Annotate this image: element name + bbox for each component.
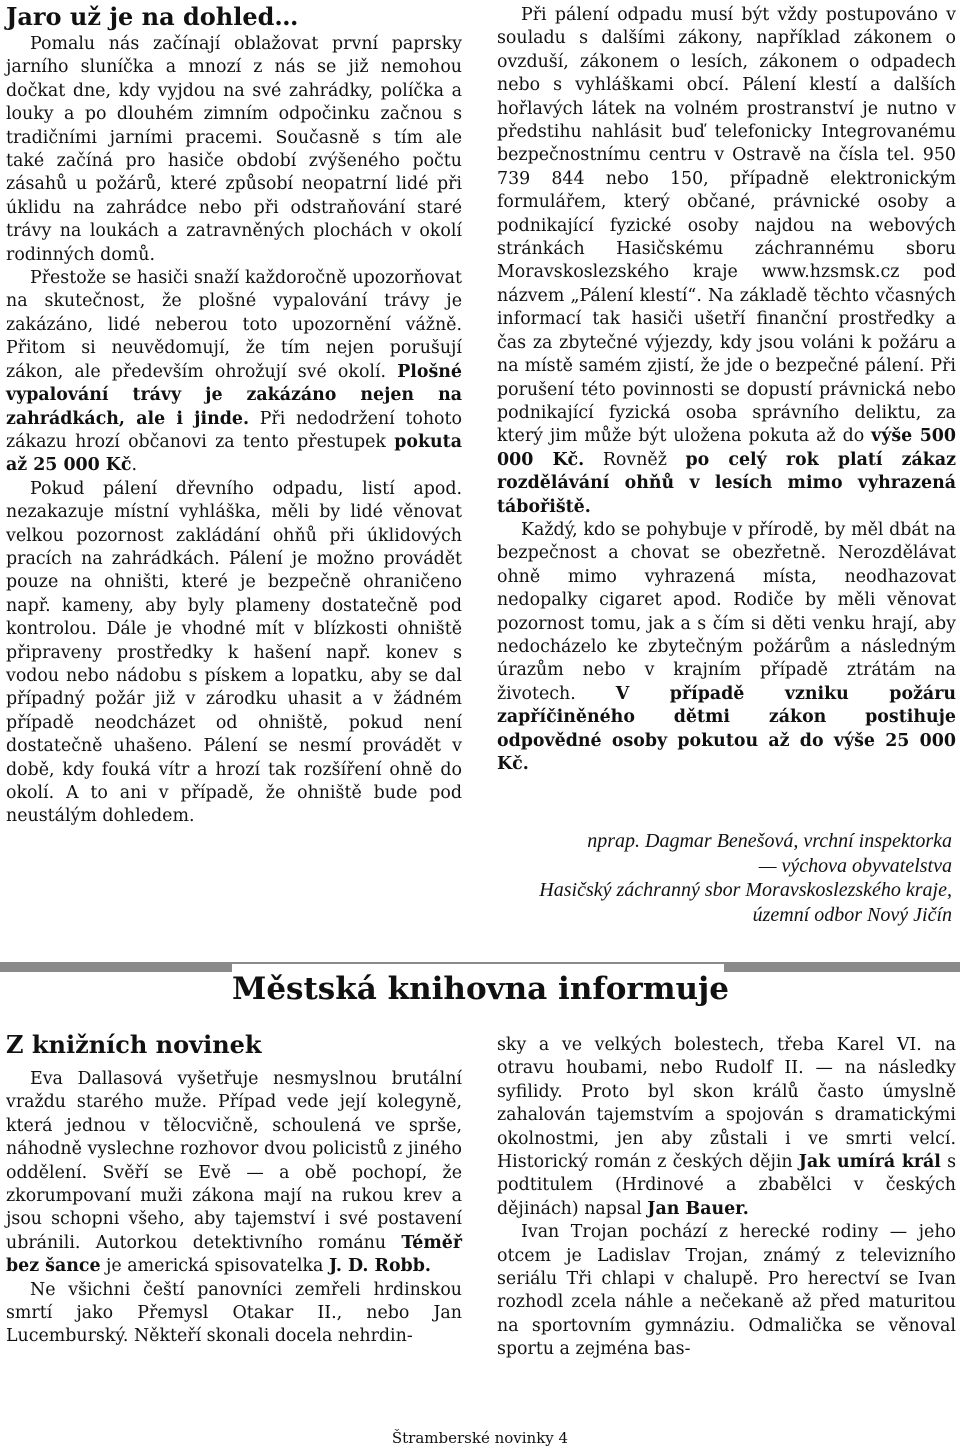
library-column-right — [497, 1034, 956, 1362]
paragraph-text: Eva Dallasová vyšetřuje nesmyslnou brutální vraždu starého muže. Případ vede její kolegyně, která jednou v tělocvičně, schoulená ve sprše, náhodně vyslechne rozhovor dvou policistů z jiného oddělení. Svěří se Evě — a obě pochopí, že zkorumpovaní muži zákona mají na rukou krev a jsou schopni všeho, aby tajemství i své postavení ubránili. Autorkou detektivního románu — [6, 1069, 462, 1253]
library-section-title: Městská knihovna informuje — [232, 964, 724, 1014]
paragraph-text: Ivan Trojan pochází z herecké rodiny — jeho otcem je Ladislav Trojan, známý z televizního seriálu Tři chlapi v chalupě. Pro herectví se Ivan rozhodl zcela náhle a nečekaně až před maturitou na sportovním gymnáziu. Odmalička se věnoval sportu a zejména bas- — [497, 1222, 956, 1360]
paragraph-text: Pomalu nás začínají oblažovat první paprsky jarního sluníčka a mnozí z nás se již nemohou dočkat dne, kdy vyjdou na své zahrádky, políčka a louky a po dlouhém zimním odpočinku začnou s tradičními jarními pracemi. Současně s tím ale také začíná pro hasiče období zvýšeného počtu zásahů u požárů, které způsobí neopatrní lidé při úklidu na zahrádce nebo při odstraňování staré trávy na loukách a zatravněných plochách v okolí rodinných domů. — [6, 34, 462, 265]
book-author: Jan Bauer. — [647, 1198, 749, 1219]
paragraph-text: sky a ve velkých bolestech, třeba Karel VI. na otravu houbami, nebo Rudolf II. — na následky syfilidy. Proto byl skon králů často úmyslně zahalován tajemstvím a spojován s dramatickými okolnostmi, jen aby zůstali i ve smrti velcí. Historický román z českých dějin — [497, 1035, 956, 1173]
signature-line: územní odbor Nový Jičín — [752, 903, 952, 926]
signature-line: — výchova obyvatelstva — [758, 854, 952, 877]
library-paragraph — [6, 1279, 462, 1349]
paragraph-text: Přestože se hasiči snaží každoročně upozorňovat na skutečnost, že plošné vypalování trávy je zakázáno, lidé neberou toto upozornění vážně. Přitom si neuvědomují, že tím nejen porušují zákon, ale především ohrožují své okolí. — [6, 268, 462, 382]
article-title: Jaro už je na dohled… — [6, 2, 299, 31]
library-column-left — [6, 1068, 462, 1349]
emphasis-text: V případě vzniku požáru zapříčiněného dětmi zákon postihuje odpovědné osoby pokutou až do výše 25 000 Kč. — [497, 683, 957, 774]
article-paragraph — [6, 267, 462, 478]
page-footer: Štramberské novinky 4 — [391, 1429, 569, 1447]
paragraph-text: Každý, kdo se pohybuje v přírodě, by měl dbát na bezpečnost a chovat se obezřetně. Nerozdělávat ohně mimo vyhrazená místa, neodhazovat nedopalky cigaret apod. Rodiče by měli věnovat pozornost tomu, jak a s čím si děti venku hrají, aby nedocházelo ke zbytečným požárům a následným úrazům nebo v krajním případě ztrátám na životech. — [497, 519, 956, 704]
library-paragraph — [497, 1034, 956, 1221]
book-author: J. D. Robb. — [328, 1256, 431, 1277]
paragraph-text: Rovněž — [584, 449, 686, 470]
article-paragraph — [6, 33, 462, 267]
paragraph-text: Pokud pálení dřevního odpadu, listí apod. nezakazuje místní vyhláška, měli by lidé věnovat velkou pozornost zakládání ohňů při úklidových pracích na zahrádkách. Pálení je možno provádět pouze na ohništi, které je bezpečně ohraničeno např. kameny, aby byly plameny dostatečně pod kontrolou. Dále je vhodné mít v blízkosti ohniště připraveny prostředky k hašení např. konev s vodou nebo nádobu s pískem a lopatku, aby se dal případný požár již v zárodku uhasit a v žádném případě neodcházet od ohniště, pokud není dostatečně uhašeno. Pálení se nesmí provádět v době, kdy fouká vítr a hrozí tak rozšíření ohně do okolí. A to ani v případě, že ohniště bude pod neustálým dohledem. — [6, 478, 462, 827]
article-column-right — [497, 4, 956, 776]
book-title: Jak umírá král — [798, 1152, 941, 1173]
paragraph-text: Při nedodržení tohoto zákazu hrozí občanovi za tento přestupek — [6, 408, 462, 452]
signature-line: nprap. Dagmar Benešová, vrchní inspektorka — [587, 830, 952, 852]
article-paragraph — [6, 478, 462, 829]
emphasis-text: pokuta až 25 000 Kč — [6, 431, 462, 476]
paragraph-text: . — [131, 455, 138, 476]
paragraph-text: je americká spisovatelka — [100, 1256, 329, 1277]
paragraph-text: Při pálení odpadu musí být vždy postupováno v souladu s dalšími zákony, například zákonem o ovzduší, zákonem o lesích, zákonem o odpadech nebo s vyhláškami obcí. Pálení klestí a dalších hořlavých látek na volném prostranství je nutno v předstihu nahlásit buď telefonicky Integrovanému bezpečnostnímu centru v Ostravě na čísla tel. 950 739 844 nebo 150, případně elektronickým formulářem, který občané, právnické osoby a podnikající fyzické osoby najdou na webových stránkách Hasičskému záchrannému sboru Moravskoslezského kraje www.hzsmsk.cz pod názvem „Pálení klestí“. Na základě těchto včasných informací tak hasiči ušetří finanční prostředky a čas za zbytečné výjezdy, kdy jsou voláni k požáru a na místě samém zjistí, že jde o bezpečné pálení. Při porušení této povinnosti se dopustí právnická nebo podnikající fyzická osoba správního deliktu, za který jim může být uložena pokuta až do — [497, 5, 956, 447]
article-column-left — [6, 33, 462, 829]
emphasis-text: po celý rok platí zákaz rozdělávání ohňů v lesích mimo vyhrazená tábořiště. — [497, 449, 956, 517]
library-paragraph — [497, 1221, 956, 1361]
book-title: Téměř bez šance — [6, 1232, 462, 1277]
paragraph-text: Ne všichni čeští panovníci zemřeli hrdinskou smrtí jako Přemysl Otakar II., nebo Jan Lucemburský. Někteří skonali docela nehrdin- — [6, 1279, 462, 1347]
article-signature — [482, 829, 952, 927]
signature-line: Hasičský záchranný sbor Moravskoslezského kraje, — [539, 879, 952, 902]
emphasis-text: výše 500 000 Kč. — [497, 426, 956, 470]
paragraph-text: s podtitulem (Hrdinové a zbabělci v českých dějinách) napsal — [497, 1152, 957, 1219]
library-paragraph — [6, 1068, 462, 1279]
article-paragraph — [497, 4, 956, 519]
emphasis-text: Plošné vypalování trávy je zakázáno nejen na zahrádkách, ale i jinde. — [6, 361, 462, 429]
article-paragraph — [497, 519, 956, 776]
library-heading: Z knižních novinek — [6, 1030, 262, 1059]
